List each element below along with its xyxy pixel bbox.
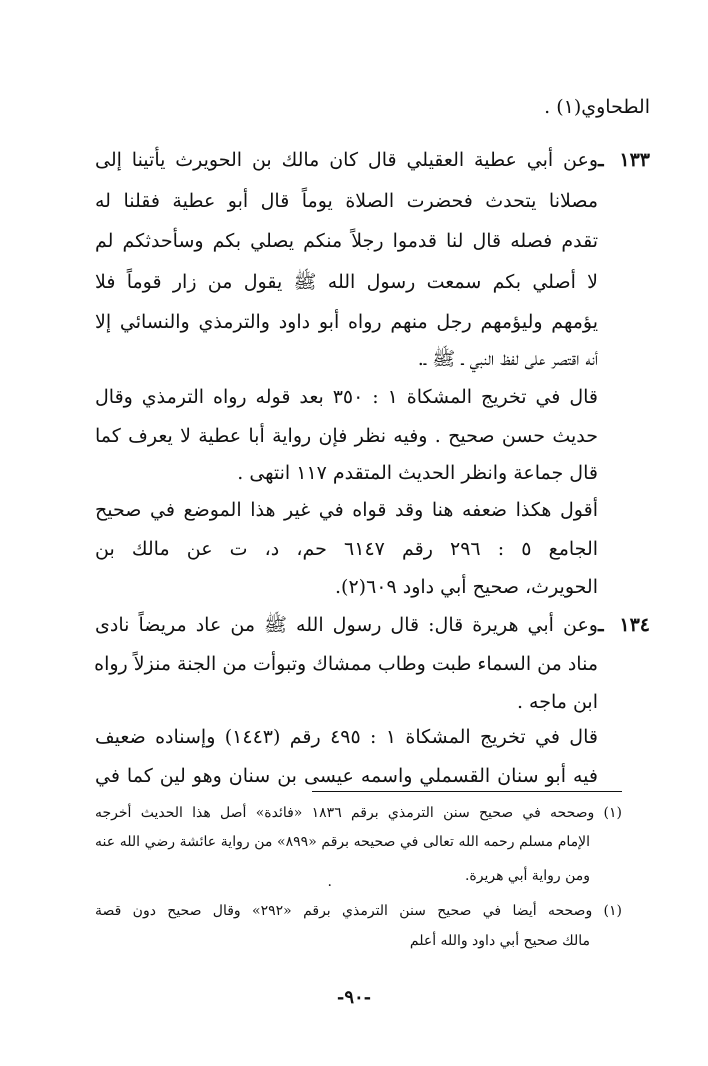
footnote-line: (١) وصححه في صحيح سنن الترمذي برقم ١٨٣٦ «فائدة» أصل هذا الحديث أخرجه <box>95 805 622 821</box>
author-note-line: أقول هكذا ضعفه هنا وقد قواه في غير هذا الموضع في صحيح <box>95 499 598 521</box>
footnote-line: ومن رواية أبي هريرة. <box>464 868 590 884</box>
hadith-number: ١٣٣ ـ <box>598 149 650 171</box>
hadith-text-line: مناد من السماء طبت وطاب ممشاك وتبوأت من الجنة منزلاً رواه <box>94 653 598 675</box>
footnote-dot: . <box>327 874 332 890</box>
hadith-number: ١٣٤ ـ <box>598 614 650 636</box>
footnote-line: مالك صحيح أبي داود والله أعلم <box>409 933 590 949</box>
author-note-line: الجامع ٥ : ٢٩٦ رقم ٦١٤٧ حم، د، ت عن مالك بن <box>95 538 599 560</box>
commentary-line: قال في تخريج المشكاة ١ : ٣٥٠ بعد قوله رواه الترمذي وقال <box>95 386 598 408</box>
footnote-line: (١) وصححه أيضا في صحيح سنن الترمذي برقم «٢٩٢» وقال صحيح دون قصة <box>95 903 622 919</box>
intro-line: الطحاوي(١) . <box>544 96 650 118</box>
hadith-text-line: وعن أبي هريرة قال: قال رسول الله ﷺ من عاد مريضاً نادى <box>95 614 598 636</box>
hadith-134-first-line <box>95 612 650 638</box>
commentary-line: حديث حسن صحيح . وفيه نظر فإن رواية أبا عطية لا يعرف كما <box>95 425 598 447</box>
commentary-line: قال جماعة وانظر الحديث المتقدم ١١٧ انتهى . <box>237 462 598 484</box>
hadith-text-line: وعن أبي عطية العقيلي قال كان مالك بن الحويرث يأتينا إلى <box>95 149 598 171</box>
footnote-separator <box>312 791 622 792</box>
hadith-133-first-line <box>95 147 650 173</box>
hadith-text-line: تقدم فصله قال لنا قدموا رجلاً منكم يصلي بكم وسأحدثكم لم <box>95 230 598 252</box>
hadith-text-line: لا أصلي بكم سمعت رسول الله ﷺ يقول من زار قوماً فلا <box>95 271 598 293</box>
hadith-text-line: أنه اقتصر على لفظ النبي ـ ﷺ ـ. <box>417 348 598 370</box>
hadith-text-line: ابن ماجه . <box>516 691 598 713</box>
commentary-line: فيه أبو سنان القسملي واسمه عيسى بن سنان وهو لين كما في <box>95 765 598 787</box>
page-number: -٩٠- <box>336 987 372 1008</box>
commentary-line: قال في تخريج المشكاة ١ : ٤٩٥ رقم (١٤٤٣) وإسناده ضعيف <box>95 726 598 748</box>
footnote-line: الإمام مسلم رحمه الله تعالى في صحيحه برقم «٨٩٩» من رواية عائشة رضي الله عنه <box>95 834 591 850</box>
hadith-text-line: يؤمهم وليؤمهم رجل منهم رواه أبو داود والترمذي والنسائي إلا <box>95 311 598 333</box>
author-note-line: الحويرث، صحيح أبي داود ٦٠٩(٢). <box>335 576 598 598</box>
hadith-text-line: مصلانا يتحدث فحضرت الصلاة يوماً قال أبو عطية فقلنا له <box>95 190 598 212</box>
